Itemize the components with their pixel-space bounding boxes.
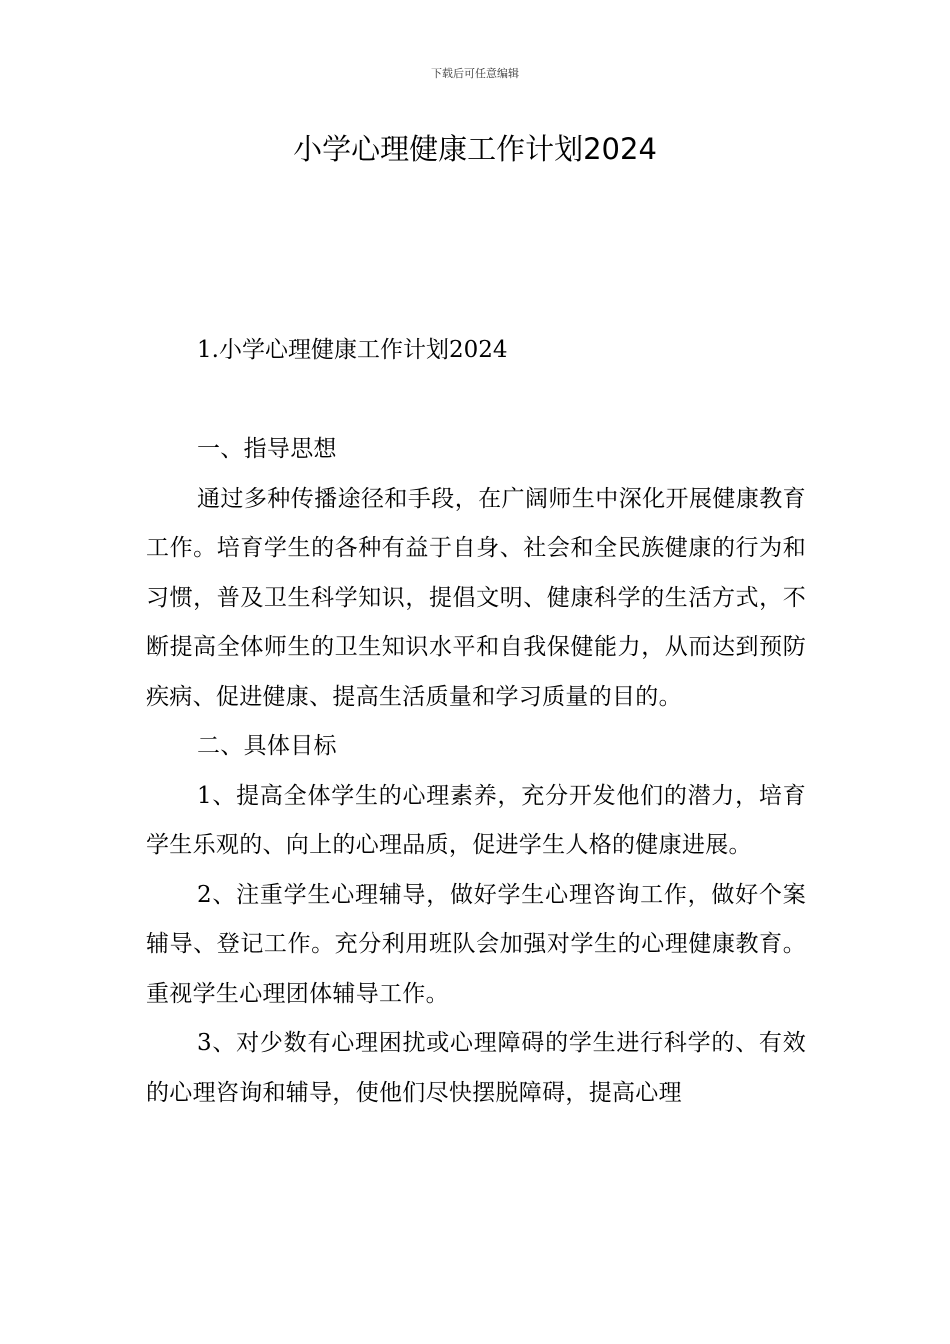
document-title: 小学心理健康工作计划2024	[293, 132, 657, 166]
paragraph-guiding-ideology: 通过多种传播途径和手段，在广阔师生中深化开展健康教育工作。培育学生的各种有益于自身、社会和全民族健康的行为和习惯，普及卫生科学知识，提倡文明、健康科学的生活方式，不断提高全体师生的卫生知识水平和自我保健能力，从而达到预防疾病、促进健康、提高生活质量和学习质量的目的。	[146, 485, 806, 710]
header-note: 下载后可任意编辑	[431, 67, 519, 80]
document-body	[146, 425, 806, 1118]
paragraph-goal-3: 3、对少数有心理困扰或心理障碍的学生进行科学的、有效的心理咨询和辅导，使他们尽快摆脱障碍，提高心理	[146, 1030, 806, 1106]
paragraph-goal-1: 1、提高全体学生的心理素养，充分开发他们的潜力，培育学生乐观的、向上的心理品质，促进学生人格的健康进展。	[146, 782, 806, 858]
paragraph-goal-2: 2、注重学生心理辅导，做好学生心理咨询工作，做好个案辅导、登记工作。充分利用班队会加强对学生的心理健康教育。重视学生心理团体辅导工作。	[146, 881, 806, 1007]
paragraph-heading-guiding-ideology: 一、指导思想	[197, 436, 337, 462]
section-heading: 1.小学心理健康工作计划2024	[197, 337, 508, 363]
paragraph-heading-specific-goals: 二、具体目标	[197, 733, 337, 759]
